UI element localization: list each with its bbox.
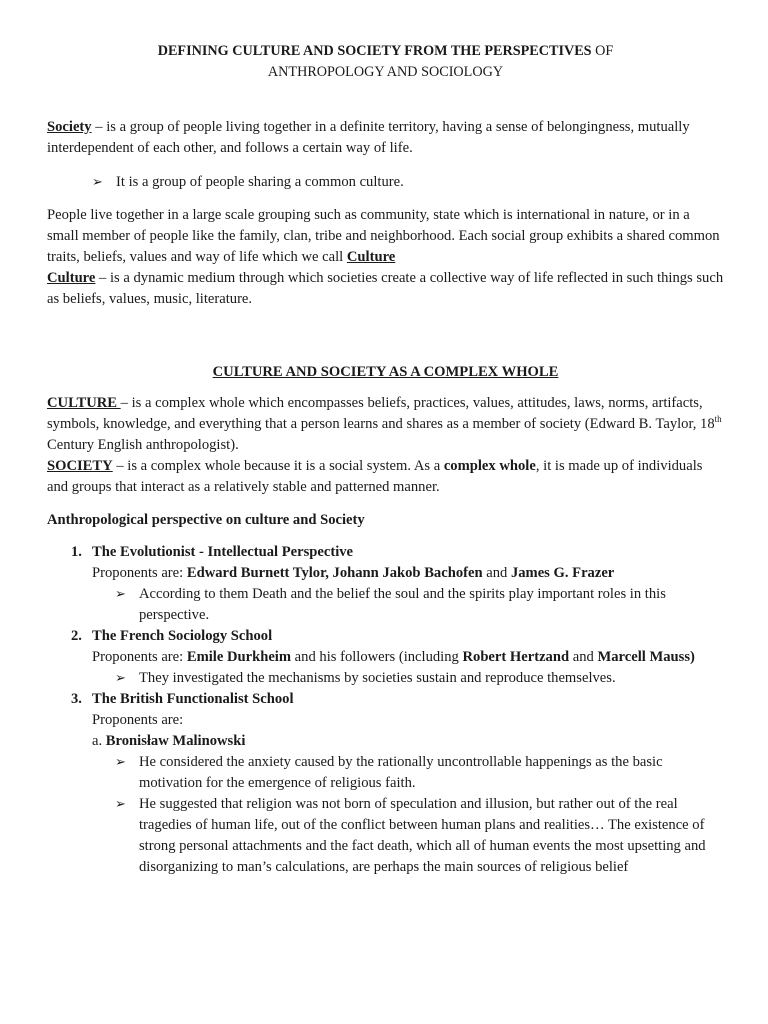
list-item xyxy=(71,626,724,647)
item-number: 1. xyxy=(71,544,82,560)
culture-complex-text-a: – is a complex whole which encompasses beliefs, practices, values, attitudes, laws, norms, artifacts, symbols, knowledge, and everything that a person learns and shares as a member of society (Edward B. Taylor, 18 xyxy=(47,395,715,432)
item-proponents: Proponents are: xyxy=(92,712,184,728)
item-bullet xyxy=(115,584,724,626)
society-complex-paragraph xyxy=(47,456,724,498)
item-proponents xyxy=(92,647,724,668)
item-bullet-text: He suggested that religion was not born of speculation and illusion, but rather out of the real tragedies of human life, out of the conflict between human plans and realities… The existence of strong personal attachments and the fact death, which all of human events the most upsetting and disorganizing to man’s calculations, are perhaps the main sources of religious belief xyxy=(139,796,706,875)
culture-term-inline: Culture xyxy=(346,249,396,265)
proponents-name: Edward Burnett Tylor, Johann Jakob Bachofen xyxy=(186,565,483,581)
item-bullet xyxy=(115,752,724,794)
title-line2: ANTHROPOLOGY AND SOCIOLOGY xyxy=(267,64,504,80)
item-title: The Evolutionist - Intellectual Perspective xyxy=(92,544,354,560)
culture-definition xyxy=(47,268,724,310)
society-definition xyxy=(47,117,724,159)
item-bullet xyxy=(115,668,724,689)
proponents-joiner: and xyxy=(569,649,598,665)
title-rest: OF xyxy=(591,43,614,59)
society-bullet xyxy=(92,172,724,193)
society-bullet-text: It is a group of people sharing a common culture. xyxy=(116,174,404,190)
anthro-heading: Anthropological perspective on culture and Society xyxy=(47,512,365,528)
proponents-name: Robert Hertzand xyxy=(462,649,570,665)
arrow-bullet-icon: ➢ xyxy=(115,671,126,686)
list-item xyxy=(71,689,724,710)
people-para-text: People live together in a large scale grouping such as community, state which is international in nature, or in a small member of people like the family, clan, tribe and neighborhood. Each social group exhibits a shared common traits, beliefs, values and way of life which we call xyxy=(47,207,720,265)
sub-item xyxy=(92,731,724,752)
document-title xyxy=(47,0,724,83)
item-number: 2. xyxy=(71,628,82,644)
proponents-label: Proponents are: xyxy=(92,649,187,665)
proponents-name: Emile Durkheim xyxy=(186,649,292,665)
arrow-bullet-icon: ➢ xyxy=(115,755,126,770)
culture-complex-text-b: Century English anthropologist). xyxy=(47,437,239,453)
proponents-name: James G. Frazer xyxy=(510,565,615,581)
people-paragraph xyxy=(47,205,724,268)
arrow-bullet-icon: ➢ xyxy=(115,587,126,602)
arrow-bullet-icon: ➢ xyxy=(92,175,103,190)
item-bullet-text: According to them Death and the belief the soul and the spirits play important roles in this perspective. xyxy=(139,586,666,623)
arrow-bullet-icon: ➢ xyxy=(115,797,126,812)
item-bullet-text: They investigated the mechanisms by societies sustain and reproduce themselves. xyxy=(139,670,616,686)
society-complex-bold: complex whole xyxy=(443,458,536,474)
item-title: The French Sociology School xyxy=(92,628,273,644)
item-number: 3. xyxy=(71,691,82,707)
society-term: Society xyxy=(47,119,92,135)
item-bullet-text: He considered the anxiety caused by the rationally uncontrollable happenings as the basic motivation for the emergence of religious faith. xyxy=(139,754,663,791)
item-title: The British Functionalist School xyxy=(92,691,294,707)
title-bold: DEFINING CULTURE AND SOCIETY FROM THE PERSPECTIVES xyxy=(157,43,592,59)
culture-def-text: – is a dynamic medium through which societies create a collective way of life reflected in such things such as beliefs, values, music, literature. xyxy=(47,270,724,307)
proponents-name: Marcell Mauss) xyxy=(597,649,695,665)
item-bullet xyxy=(115,794,724,878)
culture-term: Culture xyxy=(47,270,96,286)
society-complex-term: SOCIETY xyxy=(47,458,113,474)
society-complex-text-a: – is a complex whole because it is a social system. As a xyxy=(112,458,444,474)
culture-complex-term: CULTURE xyxy=(47,395,121,411)
item-proponents xyxy=(92,563,724,584)
culture-complex-paragraph xyxy=(47,393,724,456)
sub-item-letter: a. xyxy=(92,733,106,749)
proponents-joiner: and his followers (including xyxy=(291,649,463,665)
sub-item-name: Bronisław Malinowski xyxy=(105,733,246,749)
culture-complex-sup: th xyxy=(714,414,722,425)
section-heading: CULTURE AND SOCIETY AS A COMPLEX WHOLE xyxy=(212,364,559,380)
society-complex-text-b: , it is made up of individuals and groups that interact as a relatively stable and patterned manner. xyxy=(47,458,703,495)
society-def-text: – is a group of people living together in a definite territory, having a sense of belongingness, mutually interdependent of each other, and follows a certain way of life. xyxy=(47,119,690,156)
proponents-joiner: and xyxy=(482,565,511,581)
list-item xyxy=(71,542,724,563)
proponents-label: Proponents are: xyxy=(92,565,187,581)
